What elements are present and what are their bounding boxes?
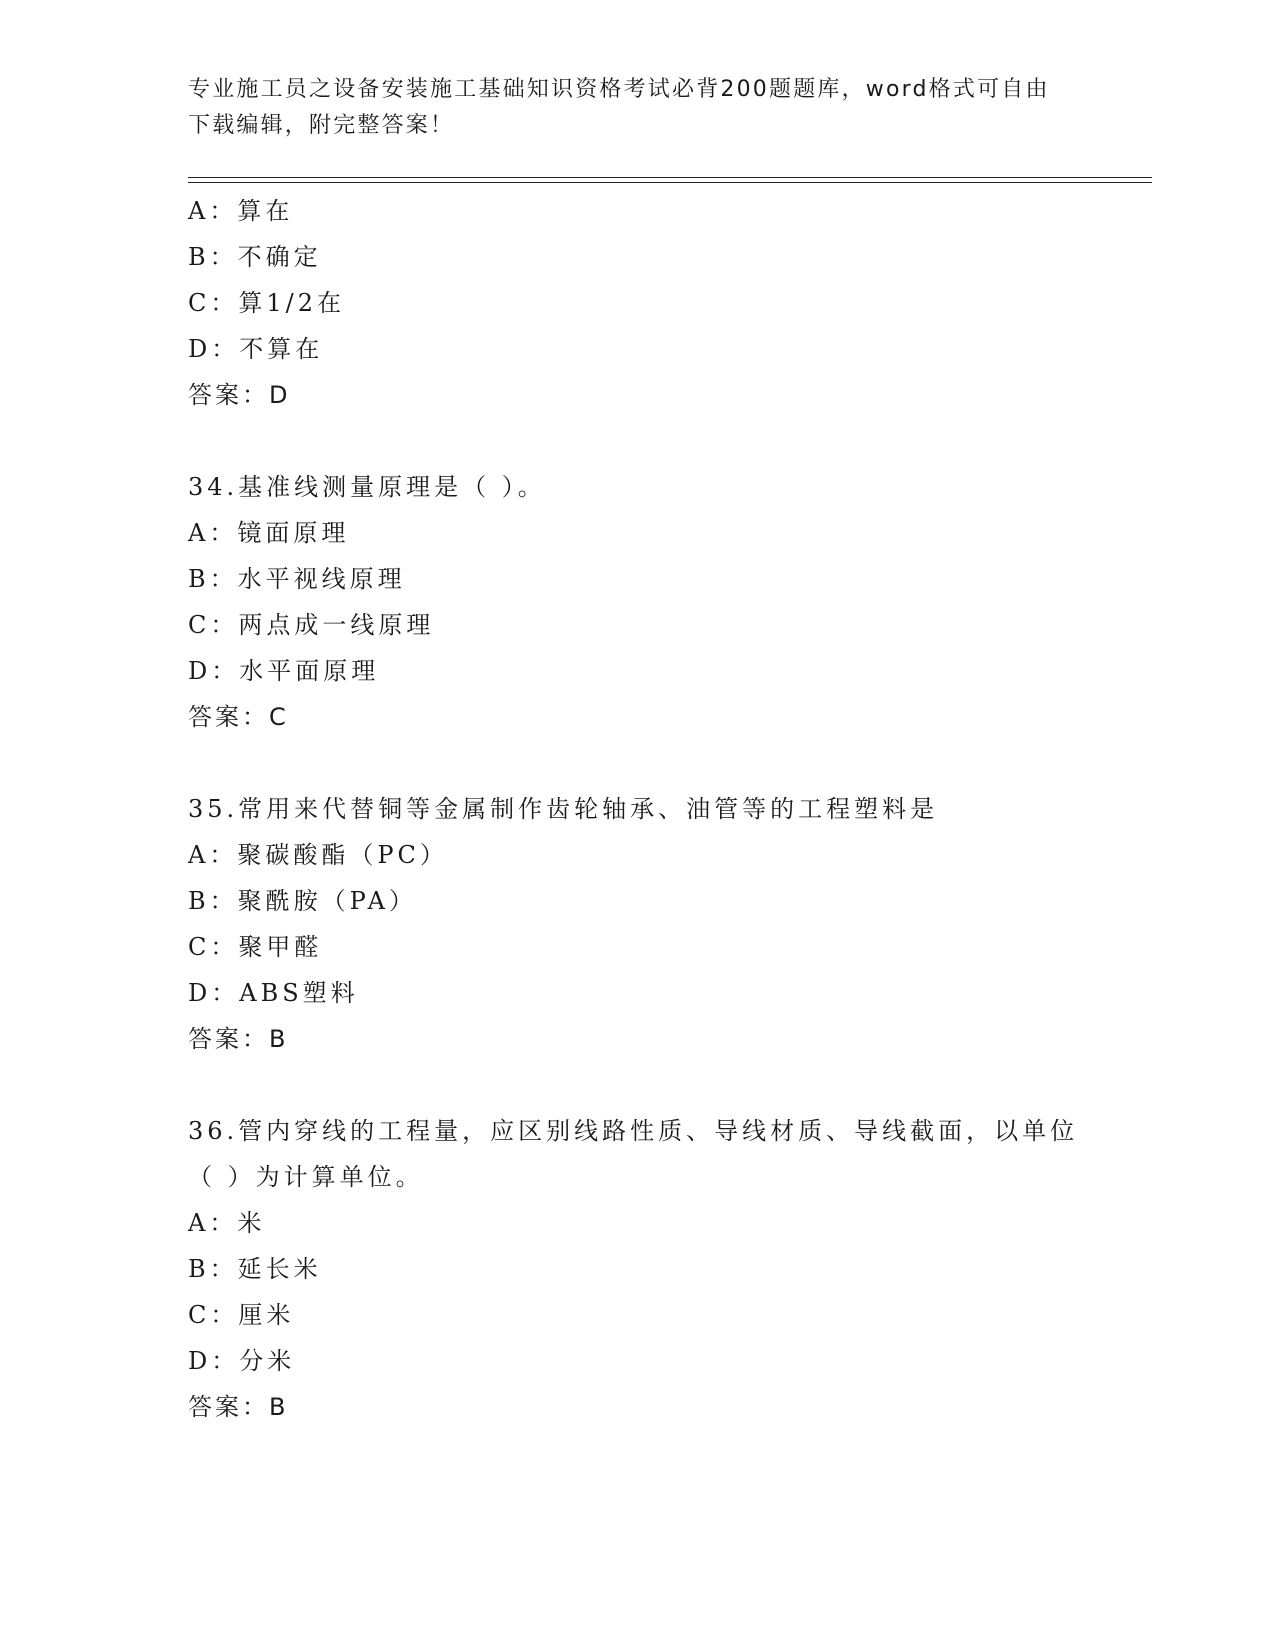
spacer [188,1062,1088,1108]
option-b: B：聚酰胺（PA） [188,887,417,915]
question-33 [188,188,1088,418]
answer: 答案：B [188,1393,289,1421]
question-text: 35.常用来代替铜等金属制作齿轮轴承、油管等的工程塑料是 [188,795,939,823]
option-d: D：不算在 [188,335,324,363]
option-a: A：算在 [188,197,294,225]
header-line-1: 专业施工员之设备安装施工基础知识资格考试必背200题题库，word格式可自由 [188,77,1050,102]
answer: 答案：C [188,703,289,731]
question-36 [188,1108,1088,1430]
question-35 [188,786,1088,1062]
spacer [188,418,1088,464]
header-divider-top [188,177,1152,178]
option-a: A：镜面原理 [188,519,350,547]
option-c: C：厘米 [188,1301,295,1329]
option-c: C：算1/2在 [188,289,345,317]
answer: 答案：B [188,1025,289,1053]
option-a: A：聚碳酸酯（PC） [188,841,448,869]
option-b: B：延长米 [188,1255,322,1283]
option-d: D：水平面原理 [188,657,380,685]
option-d: D：ABS塑料 [188,979,359,1007]
document-header [188,72,1088,144]
question-list [188,188,1088,1430]
option-d: D：分米 [188,1347,296,1375]
option-a: A：米 [188,1209,266,1237]
option-b: B：不确定 [188,243,322,271]
option-b: B：水平视线原理 [188,565,406,593]
option-c: C：两点成一线原理 [188,611,435,639]
spacer [188,740,1088,786]
question-34 [188,464,1088,740]
header-divider-bottom [188,182,1152,183]
question-text: 34.基准线测量原理是（ ）。 [188,473,546,501]
header-line-2: 下载编辑，附完整答案！ [188,113,455,138]
answer: 答案：D [188,381,291,409]
option-c: C：聚甲醛 [188,933,323,961]
question-text: 36.管内穿线的工程量，应区别线路性质、导线材质、导线截面，以单位（ ）为计算单位。 [188,1117,1079,1191]
